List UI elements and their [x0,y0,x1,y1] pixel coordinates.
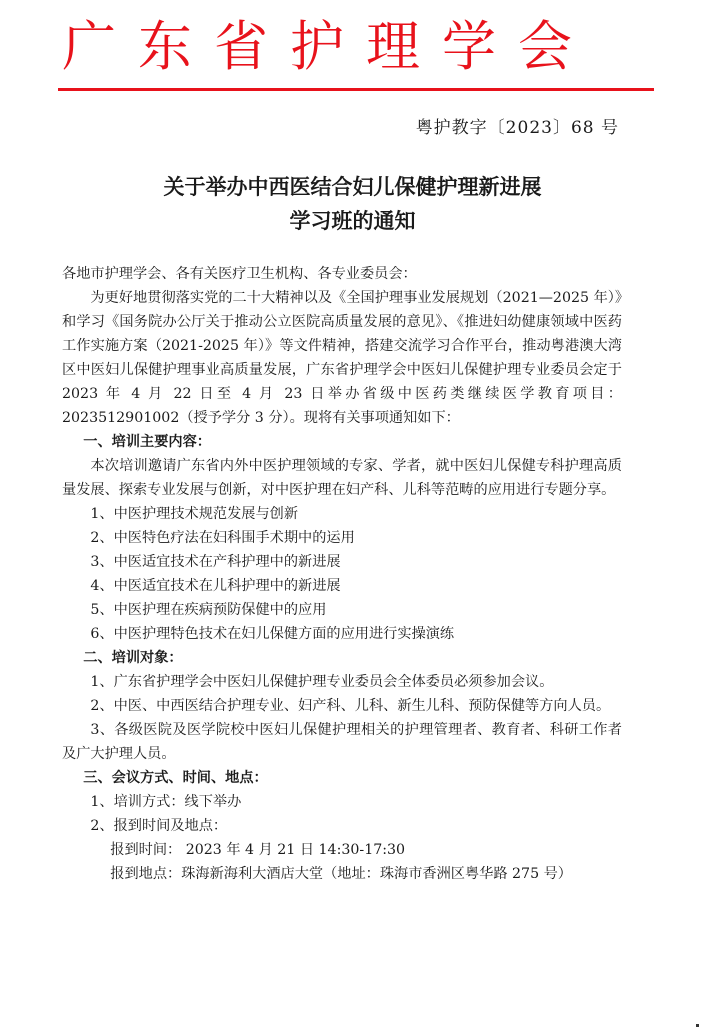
report-time: 报到时间： 2023 年 4 月 21 日 14:30-17:30 [110,842,406,858]
salutation: 各地市护理学会、各有关医疗卫生机构、各专业委员会： [62,266,417,282]
section-1-item: 6、中医护理特色技术在妇儿保健方面的应用进行实操演练 [90,626,455,642]
section-2-item: 1、广东省护理学会中医妇儿保健护理专业委员会全体委员必须参加会议。 [90,674,554,690]
header-red-rule [58,88,654,91]
section-1-item: 2、中医特色疗法在妇科围手术期中的运用 [90,530,355,546]
section-2-heading: 二、培训对象： [83,650,183,666]
section-2-item: 3、各级医院及医学院校中医妇儿保健护理相关的护理管理者、教育者、科研工作者及广大护理人员。 [62,722,622,762]
section-3-heading: 三、会议方式、时间、地点： [83,770,268,786]
section-1-text: 本次培训邀请广东省内外中医护理领域的专家、学者，就中医妇儿保健专科护理高质量发展、探索专业发展与创新，对中医护理在妇产科、儿科等范畴的应用进行专题分享。 [62,458,622,498]
report-place: 报到地点：珠海新海利大酒店大堂（地址：珠海市香洲区粤华路 275 号） [110,866,572,882]
organization-header: 广东省护理学会 [62,15,594,78]
section-1-heading: 一、培训主要内容： [83,434,211,450]
intro-paragraph: 为更好地贯彻落实党的二十大精神以及《全国护理事业发展规划（2021—2025 年）》和学习《国务院办公厅关于推动公立医院高质量发展的意见》、《推进妇幼健康领域中医药工作实施方案（2021-2025 年）》等文件精神，搭建交流学习合作平台，推动粤港澳大湾区中医妇儿保健护理事业高质量发展，广东省护理学会中医妇儿保健护理专业委员会定于 2023 年 4 月 22 日至 4 月 23 日举办省级中医药类继续医学教育项目：2023512901002（授予学分 3 分）。现将有关事项通知如下： [62,290,622,426]
notice-title-line-2: 学习班的通知 [289,208,416,233]
notice-body [62,262,622,886]
corner-mark [696,1024,699,1027]
section-3-item: 1、培训方式：线下举办 [90,794,242,810]
section-1-item: 3、中医适宜技术在产科护理中的新进展 [90,554,341,570]
section-1-item: 5、中医护理在疾病预防保健中的应用 [90,602,327,618]
section-1-item: 1、中医护理技术规范发展与创新 [90,506,299,522]
section-2-item: 2、中医、中西医结合护理专业、妇产科、儿科、新生儿科、预防保健等方向人员。 [90,698,611,714]
document-number: 粤护教字〔2023〕68 号 [415,118,619,138]
section-3-item: 2、报到时间及地点： [90,818,228,834]
section-1-item: 4、中医适宜技术在儿科护理中的新进展 [90,578,341,594]
notice-title-line-1: 关于举办中西医结合妇儿保健护理新进展 [163,174,542,199]
